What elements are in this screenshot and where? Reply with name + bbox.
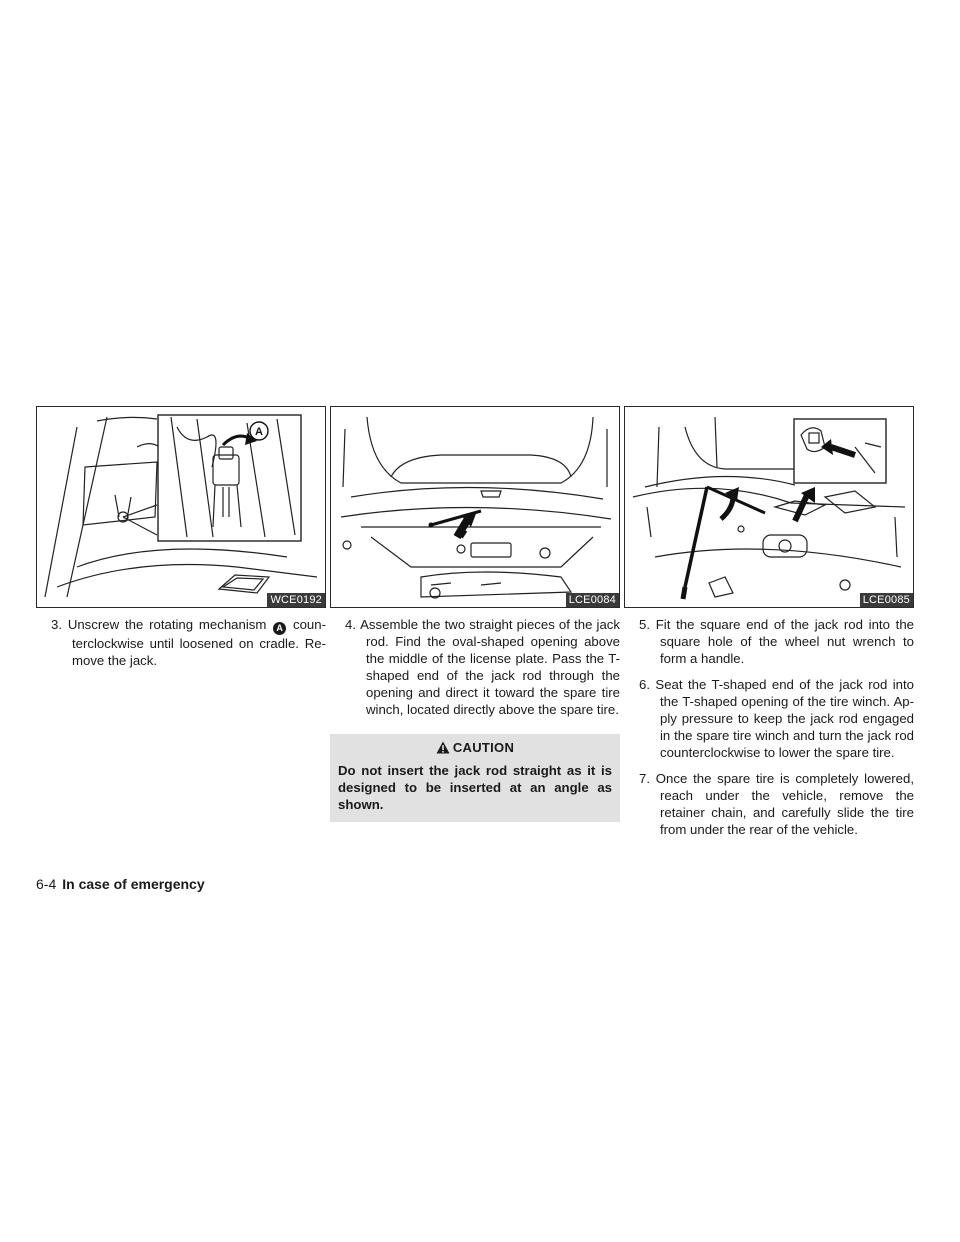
figure-jack-compartment — [36, 406, 326, 608]
column-3 — [624, 406, 914, 838]
step-5 — [624, 616, 914, 667]
column-1 — [36, 406, 326, 669]
step-text: Assemble the two straight pieces of the jack rod. Find the oval-shaped opening above the middle of the license plate. Pass the T-shaped end of the jack rod through the opening and direct it toward the spare tire winch, located directly above the spare tire. — [360, 617, 620, 717]
page-number: 6-4 — [36, 876, 57, 892]
step-3 — [36, 616, 326, 669]
figure-jack-rod-handle — [624, 406, 914, 608]
step-text-before: Unscrew the rotating mechanism — [67, 617, 273, 632]
step-number: 3. — [51, 617, 62, 632]
page-footer — [36, 876, 205, 892]
jack-compartment-illustration — [37, 407, 325, 607]
section-title: In case of emergency — [62, 876, 205, 892]
caution-text: Do not insert the jack rod straight as it is designed to be inserted at an angle as shown. — [338, 763, 612, 812]
warning-triangle-icon — [436, 741, 450, 754]
figure-jack-rod-opening — [330, 406, 620, 608]
column-2 — [330, 406, 620, 822]
step-7 — [624, 770, 914, 838]
step-text: Seat the T-shaped end of the jack rod into the T-shaped opening of the tire winch. Ap-ply pressure to keep the jack rod engaged in the spare tire winch and turn the jack rod counterclockwise to lower the spare tire. — [655, 677, 915, 760]
step-number: 5. — [639, 617, 650, 632]
caution-box — [330, 734, 620, 822]
figure-code: LCE0084 — [566, 593, 619, 607]
figure-code: WCE0192 — [267, 593, 325, 607]
step-number: 6. — [639, 677, 650, 692]
step-text: Fit the square end of the jack rod into the square hole of the wheel nut wrench to form a handle. — [655, 617, 914, 666]
rear-bumper-illustration — [331, 407, 619, 607]
step-text: Once the spare tire is completely lowered, reach under the vehicle, remove the retainer chain, and carefully slide the tire from under the rear of the vehicle. — [655, 771, 914, 837]
step-number: 7. — [639, 771, 650, 786]
jack-rod-handle-illustration — [625, 407, 913, 607]
step-4 — [330, 616, 620, 718]
caution-heading — [338, 740, 612, 755]
callout-a-marker: A — [273, 622, 286, 635]
figure-code: LCE0085 — [860, 593, 913, 607]
step-6 — [624, 676, 914, 761]
caution-title: CAUTION — [452, 740, 515, 755]
step-number: 4. — [345, 617, 356, 632]
step-text-after: coun-terclockwise until loosened on cradle. Re-move the jack. — [72, 617, 326, 668]
callout-a: A — [255, 426, 263, 438]
